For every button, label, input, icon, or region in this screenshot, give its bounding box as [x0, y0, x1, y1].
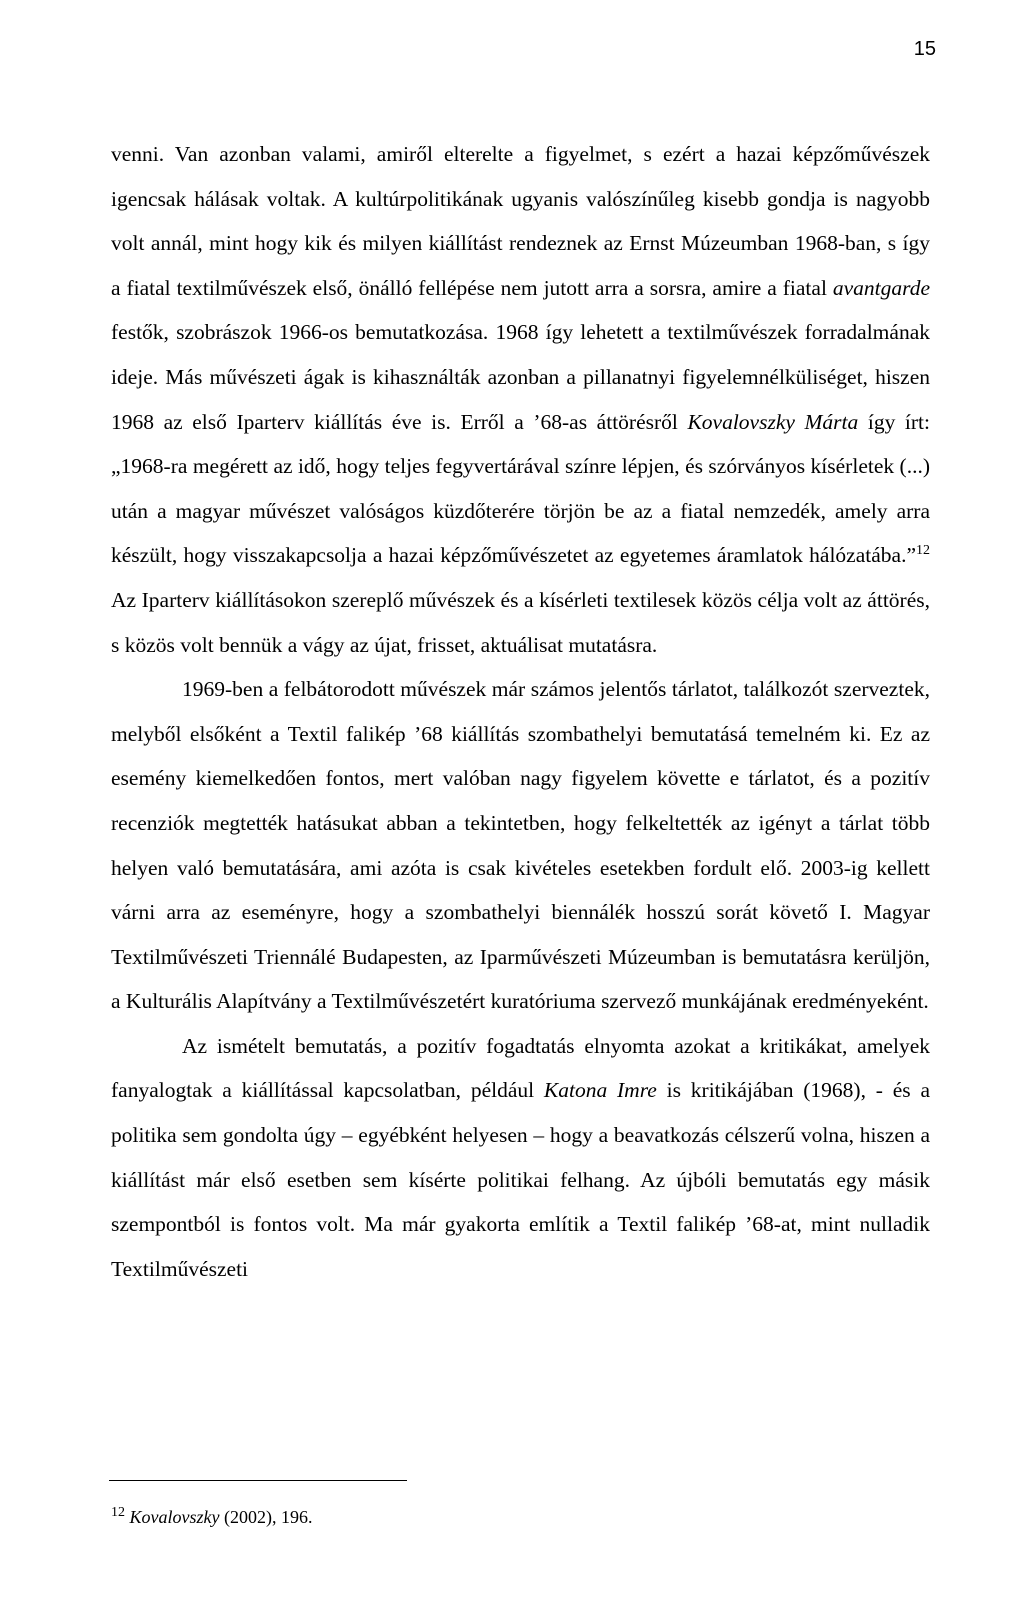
italic-author-name: Kovalovszky Márta	[687, 409, 859, 434]
text-segment: 1969-ben a felbátorodott művészek már számos jelentős tárlatot, találkozót szerveztek, melyből elsőként a Textil falikép ’68 kiállítás szombathelyi bemutatásá temelném ki. Ez az esemény kiemelkedően fontos, mert valóban nagy figyelem követte e tárlatot, és a pozitív recenziók megtették hatásukat abban a tekintetben, hogy felkeltették az igényt a tárlat több helyen való bemutatására, ami azóta is csak kivételes esetekben fordult elő. 2003-ig kellett várni arra az eseményre, hogy a szombathelyi biennálék hosszú sorát követő I. Magyar Textilművészeti Triennálé Budapesten, az Iparművészeti Múzeumban is bemutatásra kerüljön, a Kulturális Alapítvány a Textilművészetért kuratóriuma szervező munkájának eredményeként.	[111, 677, 930, 1014]
main-text	[111, 132, 930, 1291]
page-number: 15	[913, 38, 936, 60]
footnote	[111, 1505, 930, 1529]
text-segment: így írt: „1968-ra megérett az idő, hogy teljes fegyvertárával színre lépjen, és szórványos kísérletek (...) után a magyar művészet valóságos küzdőterére törjön be az a fiatal nemzedék, amely arra készült, hogy visszakapcsolja a hazai képzőművészetet az egyetemes áramlatok hálózatába.”	[111, 409, 930, 568]
text-segment: Az Iparterv kiállításokon szereplő művészek és a kísérleti textilesek közös célja volt az áttörés, s közös volt bennük a vágy az újat, frisset, aktuálisat mutatásra.	[111, 587, 930, 657]
footnote-author: Kovalovszky	[129, 1507, 220, 1527]
footnote-number: 12	[111, 1505, 125, 1520]
footnote-divider	[109, 1480, 407, 1481]
footnote-reference[interactable]: 12	[916, 543, 930, 559]
paragraph-2	[111, 667, 930, 1024]
italic-author-name: Katona Imre	[543, 1078, 657, 1103]
text-segment: is kritikájában (1968), - és a politika sem gondolta úgy – egyébként helyesen – hogy a beavatkozás célszerű volna, hiszen a kiállítást már első esetben sem kísérte politikai felhang. Az újbóli bemutatás egy másik szempontból is fontos volt. Ma már gyakorta említik a Textil falikép ’68-at, mint nulladik Textilművészeti	[111, 1078, 930, 1281]
text-segment: festők, szobrászok 1966-os bemutatkozása. 1968 így lehetett a textilművészek forradalmának ideje. Más művészeti ágak is kihasználták azonban a pillanatnyi figyelemnélküliséget, hiszen 1968 az első Iparterv kiállítás éve is. Erről a ’68-as áttörésről	[111, 320, 930, 434]
text-segment: Az ismételt bemutatás, a pozitív fogadtatás elnyomta azokat a kritikákat, amelyek fanyalogtak a kiállítással kapcsolatban, például	[111, 1033, 930, 1103]
italic-term: avantgarde	[832, 275, 930, 300]
text-segment: venni. Van azonban valami, amiről elterelte a figyelmet, s ezért a hazai képzőművészek igencsak hálásak voltak. A kultúrpolitikának ugyanis valószínűleg kisebb gondja is nagyobb volt annál, mint hogy kik és milyen kiállítást rendeznek az Ernst Múzeumban 1968-ban, s így a fiatal textilművészek első, önálló fellépése nem jutott arra a sorsra, amire a fiatal	[111, 142, 930, 300]
footnote-citation: (2002), 196.	[219, 1507, 313, 1527]
paragraph-1	[111, 132, 930, 667]
paragraph-3	[111, 1024, 930, 1292]
